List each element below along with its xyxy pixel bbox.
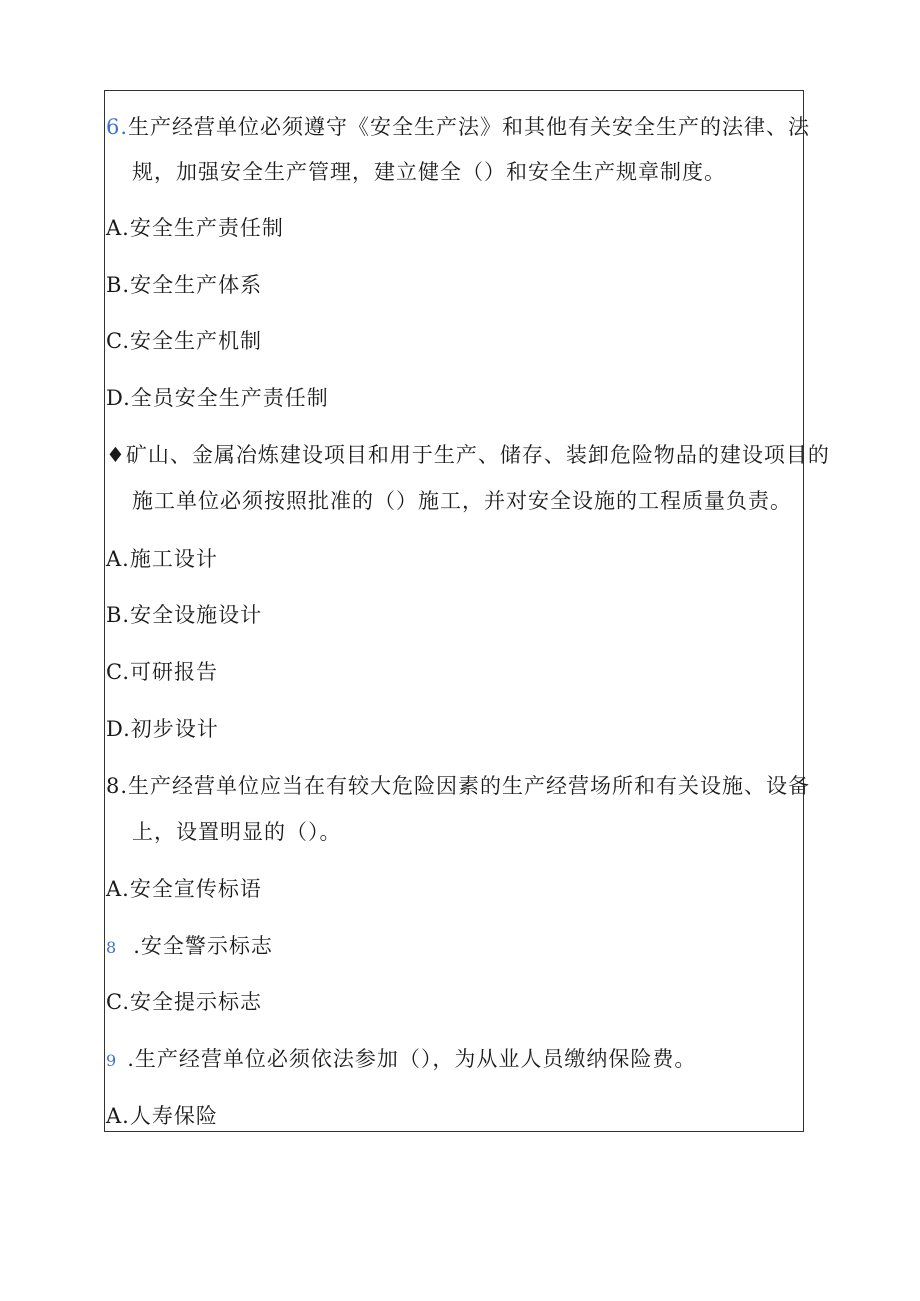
question-6-option-d: D.全员安全生产责任制 bbox=[106, 386, 329, 410]
question-8-line-2: 上，设置明显的（）。 bbox=[132, 820, 342, 844]
question-8-option-c: C.安全提示标志 bbox=[106, 990, 262, 1014]
question-7-option-c: C.可研报告 bbox=[106, 660, 218, 684]
question-9-number: 9 bbox=[106, 1051, 118, 1070]
question-6-line-1: 6.生产经营单位必须遵守《安全生产法》和其他有关安全生产的法律、法 bbox=[106, 115, 811, 139]
question-6-option-b: B.安全生产体系 bbox=[106, 273, 263, 297]
question-7-option-b: B.安全设施设计 bbox=[106, 603, 263, 627]
question-8-option-b: 8 .安全警示标志 bbox=[106, 934, 273, 958]
question-8-line-1: 8.生产经营单位应当在有较大危险因素的生产经营场所和有关设施、设备 bbox=[106, 774, 811, 798]
question-7-option-a: A.施工设计 bbox=[106, 547, 218, 571]
question-7-line-2: 施工单位必须按照批准的（）施工，并对安全设施的工程质量负责。 bbox=[132, 489, 792, 513]
question-8-number: 8. bbox=[106, 774, 129, 798]
question-7-line-1: ♦矿山、金属冶炼建设项目和用于生产、储存、装卸危险物品的建设项目的 bbox=[106, 443, 830, 467]
question-6-option-a: A.安全生产责任制 bbox=[106, 216, 284, 240]
question-8-option-a: A.安全宣传标语 bbox=[106, 877, 262, 901]
question-9-option-a: A.人寿保险 bbox=[106, 1104, 218, 1128]
question-6-option-c: C.安全生产机制 bbox=[106, 329, 262, 353]
question-8-option-b-number: 8 bbox=[106, 938, 118, 957]
question-6-line-2: 规，加强安全生产管理，建立健全（）和安全生产规章制度。 bbox=[132, 160, 726, 184]
question-7-option-d: D.初步设计 bbox=[106, 717, 219, 741]
question-7-bullet: ♦ bbox=[106, 443, 126, 467]
question-9-line-1: 9 .生产经营单位必须依法参加（），为从业人员缴纳保险费。 bbox=[106, 1047, 697, 1071]
question-6-number: 6. bbox=[106, 115, 129, 139]
